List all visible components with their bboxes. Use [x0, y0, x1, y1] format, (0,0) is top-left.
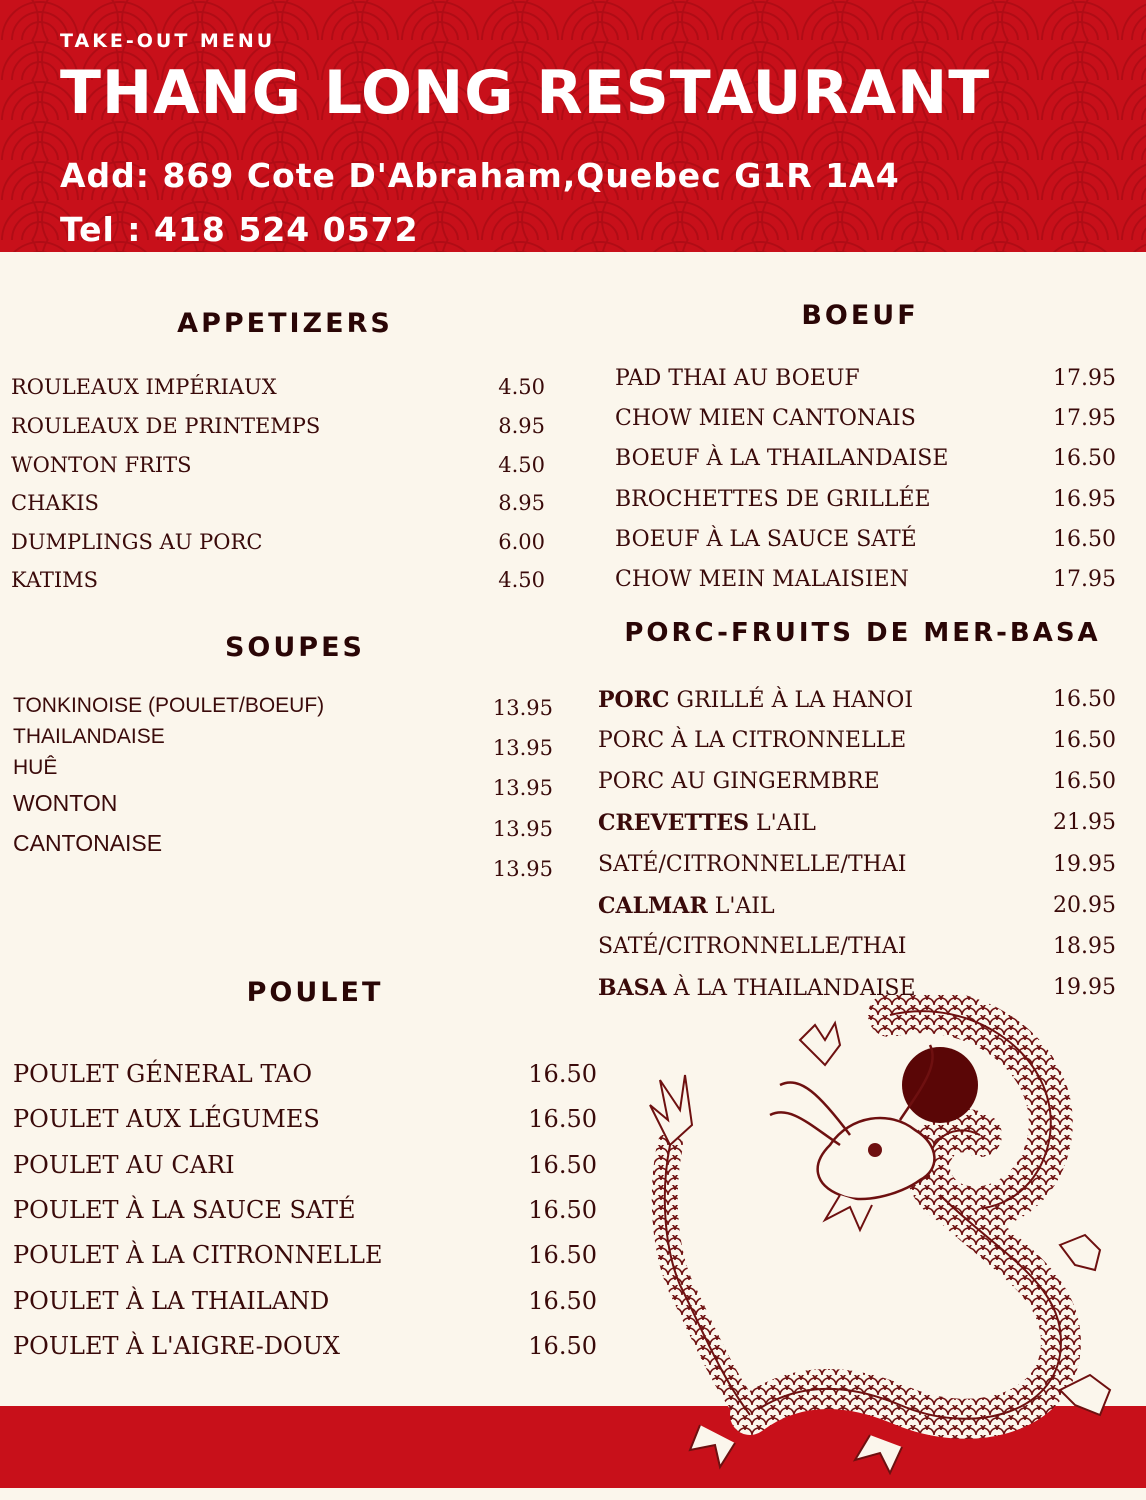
menu-item-price: 16.50	[528, 1241, 597, 1269]
menu-item-rest: PORC AU GINGERMBRE	[598, 769, 880, 794]
menu-item-name: POULET AU CARI	[13, 1151, 235, 1179]
menu-item-price: 18.95	[1053, 934, 1116, 959]
menu-item-name: CHOW MEIN MALAISIEN	[615, 567, 909, 592]
menu-item-name: POULET GÉNERAL TAO	[13, 1060, 313, 1088]
menu-item-price: 16.50	[1053, 769, 1116, 794]
menu-item-name: WONTON FRITS	[11, 453, 192, 477]
menu-item-name: POULET À L'AIGRE-DOUX	[13, 1332, 340, 1360]
menu-item-bold: BASA	[598, 975, 667, 1001]
menu-item-name	[598, 934, 906, 959]
menu-item-price: 13.95	[492, 817, 553, 841]
porc-title: PORC-FRUITS DE MER-BASA	[624, 618, 1101, 648]
menu-item-name	[598, 810, 816, 836]
menu-item-bold: CREVETTES	[598, 810, 750, 836]
menu-item-rest: GRILLÉ À LA HANOI	[669, 688, 914, 713]
menu-item-price: 16.50	[1053, 527, 1116, 552]
menu-item-name: CANTONAISE	[13, 830, 163, 856]
menu-item-price: 4.50	[498, 375, 545, 399]
menu-item-name: WONTON	[13, 790, 118, 816]
menu-item-price: 16.50	[528, 1060, 597, 1088]
menu-item-name	[598, 728, 906, 753]
menu-item-name: POULET À LA CITRONNELLE	[13, 1241, 383, 1269]
menu-subtitle: TAKE-OUT MENU	[60, 30, 276, 52]
menu-item-price: 16.95	[1053, 487, 1116, 512]
menu-item-rest: L'AIL	[749, 811, 816, 836]
menu-item-rest: PORC À LA CITRONNELLE	[598, 728, 907, 753]
menu-item-name: ROULEAUX DE PRINTEMPS	[11, 414, 321, 438]
header-banner	[0, 0, 1146, 252]
restaurant-address: Add: 869 Cote D'Abraham,Quebec G1R 1A4	[60, 156, 900, 195]
menu-item-price: 21.95	[1053, 810, 1116, 835]
menu-item-price: 4.50	[498, 453, 545, 477]
menu-item-price: 17.95	[1053, 366, 1116, 391]
menu-item-price: 16.50	[528, 1151, 597, 1179]
menu-item-rest: SATÉ/CITRONNELLE/THAI	[598, 934, 907, 959]
menu-item-name: THAILANDAISE	[13, 725, 165, 748]
menu-item-price: 16.50	[1053, 687, 1116, 712]
menu-item-name: POULET AUX LÉGUMES	[13, 1105, 320, 1133]
menu-item-name	[598, 893, 775, 919]
dragon-icon	[640, 995, 1120, 1475]
menu-item-name: POULET À LA SAUCE SATÉ	[13, 1196, 356, 1224]
menu-item-price: 16.50	[528, 1332, 597, 1360]
restaurant-name: THANG LONG RESTAURANT	[60, 58, 991, 128]
menu-item-bold: CALMAR	[598, 893, 708, 919]
menu-item-name: POULET À LA THAILAND	[13, 1287, 330, 1315]
menu-item-name: CHAKIS	[11, 491, 99, 515]
menu-item-name: CHOW MIEN CANTONAIS	[615, 406, 916, 431]
menu-item-price: 16.50	[1053, 446, 1116, 471]
menu-item-name: DUMPLINGS AU PORC	[11, 530, 263, 554]
menu-item-price: 19.95	[1053, 852, 1116, 877]
appetizers-title: APPETIZERS	[177, 308, 393, 339]
menu-item-bold: PORC	[598, 687, 670, 713]
menu-item-price: 6.00	[498, 530, 545, 554]
menu-item-price: 16.50	[528, 1196, 597, 1224]
menu-item-name: HUÊ	[13, 756, 58, 779]
menu-item-name: PAD THAI AU BOEUF	[615, 366, 860, 391]
menu-item-rest: SATÉ/CITRONNELLE/THAI	[598, 852, 907, 877]
menu-item-price: 13.95	[492, 696, 553, 720]
menu-item-name: BROCHETTES DE GRILLÉE	[615, 487, 931, 512]
boeuf-title: BOEUF	[801, 300, 919, 331]
menu-item-name: KATIMS	[11, 568, 99, 592]
menu-item-name	[598, 769, 880, 794]
menu-item-price: 16.50	[528, 1287, 597, 1315]
menu-item-price: 8.95	[498, 414, 545, 438]
menu-item-price: 13.95	[492, 776, 553, 800]
menu-item-price: 17.95	[1053, 567, 1116, 592]
menu-item-rest: À LA THAILANDAISE	[666, 976, 916, 1001]
menu-item-price: 20.95	[1053, 893, 1116, 918]
menu-item-name: ROULEAUX IMPÉRIAUX	[11, 375, 277, 399]
menu-item-name	[598, 687, 913, 713]
menu-item-name: TONKINOISE (POULET/BOEUF)	[13, 694, 325, 717]
menu-item-price: 8.95	[498, 491, 545, 515]
soupes-title: SOUPES	[224, 632, 365, 663]
restaurant-phone: Tel : 418 524 0572	[60, 210, 419, 249]
menu-item-rest: L'AIL	[707, 894, 775, 919]
menu-item-name	[598, 852, 906, 877]
menu-item-price: 19.95	[1053, 975, 1116, 1000]
menu-item-price: 16.50	[1053, 728, 1116, 753]
menu-item-price: 4.50	[498, 568, 545, 592]
poulet-title: POULET	[246, 977, 384, 1008]
menu-item-price: 17.95	[1053, 406, 1116, 431]
menu-item-price: 16.50	[528, 1105, 597, 1133]
menu-item-price: 13.95	[492, 736, 553, 760]
menu-item-price: 13.95	[492, 857, 553, 881]
menu-item-name: BOEUF À LA SAUCE SATÉ	[615, 527, 917, 552]
menu-item-name: BOEUF À LA THAILANDAISE	[615, 446, 949, 471]
